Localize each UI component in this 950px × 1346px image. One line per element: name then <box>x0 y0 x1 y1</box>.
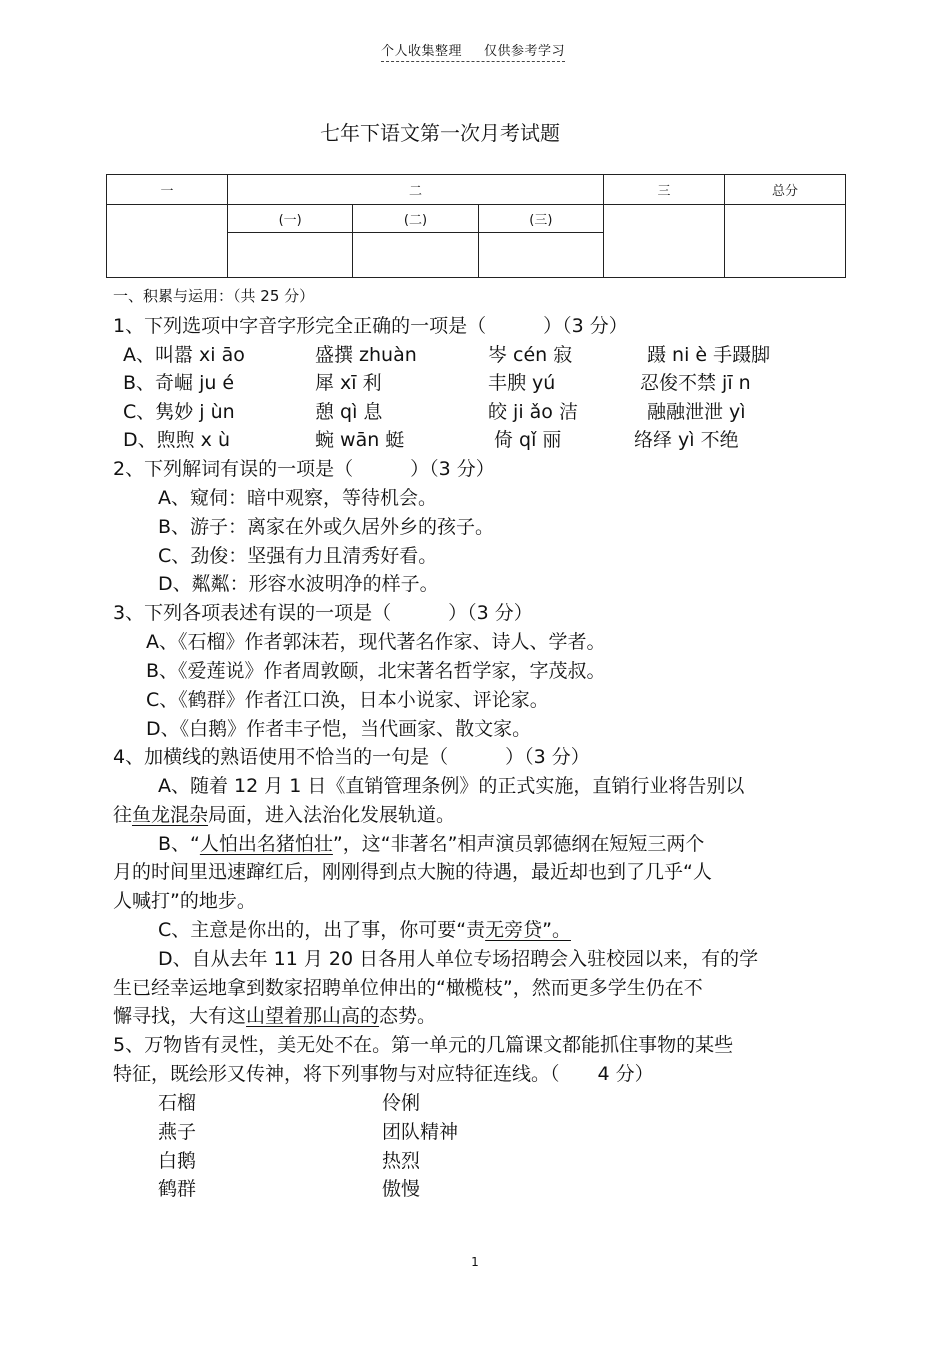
score-sub-cell-2 <box>353 233 478 278</box>
q2-option-c: C、劲俊：坚强有力且清秀好看。 <box>158 545 438 567</box>
q5-left-item: 燕子 <box>158 1121 197 1143</box>
q4-d-pre: 懈寻找，大有这 <box>113 1005 247 1027</box>
score-sub-2: (二) <box>353 205 478 233</box>
score-table <box>106 174 846 278</box>
q1-b-3: 丰腴 yú <box>488 372 556 394</box>
q5-stem-line2: 特征，既绘形又传神，将下列事物与对应特征连线。（ 4 分） <box>113 1063 654 1085</box>
section-heading: 一、积累与运用：（共 25 分） <box>113 287 315 305</box>
q3-option-d: D、《白鹅》作者丰子恺，当代画家、散文家。 <box>146 718 532 740</box>
q4-a-post: 局面，进入法治化发展轨道。 <box>208 804 456 826</box>
q5-stem-line1: 5、万物皆有灵性，美无处不在。第一单元的几篇课文都能抓住事物的某些 <box>113 1034 734 1056</box>
q3-option-a: A、《石榴》作者郭沫若，现代著名作家、诗人、学者。 <box>146 631 606 653</box>
q4-d-underlined: 山望着那山高的 <box>246 1005 380 1027</box>
score-sub-1: (一) <box>228 205 353 233</box>
score-header-3: 三 <box>604 175 725 205</box>
score-sub-cell-1 <box>228 233 353 278</box>
q2-option-d: D、粼粼：形容水波明净的样子。 <box>158 573 439 595</box>
q1-b-2: 犀 xī 利 <box>315 372 382 394</box>
q2-stem: 2、下列解词有误的一项是（ ）（3 分） <box>113 458 495 480</box>
q4-a-underlined: 鱼龙混杂 <box>132 804 209 826</box>
q1-c-1: C、隽妙 j ùn <box>123 401 235 423</box>
q5-left-item: 鹤群 <box>158 1178 197 1200</box>
q3-option-c: C、《鹤群》作者江口涣，日本小说家、评论家。 <box>146 689 549 711</box>
q1-c-2: 憩 qì 息 <box>315 401 383 423</box>
score-cell-total <box>725 205 846 278</box>
q5-right-item: 伶俐 <box>382 1092 421 1114</box>
q1-d-2: 蜿 wān 蜓 <box>315 429 405 451</box>
q2-option-a: A、窥伺：暗中观察，等待机会。 <box>158 487 437 509</box>
q4-b-pre: B、“ <box>158 833 200 855</box>
q1-a-2: 盛撰 zhuàn <box>315 344 417 366</box>
q1-stem: 1、下列选项中字音字形完全正确的一项是（ ）（3 分） <box>113 315 628 337</box>
page-header <box>381 40 565 62</box>
q3-option-b: B、《爱莲说》作者周敦颐，北宋著名哲学家，字茂叔。 <box>146 660 606 682</box>
q1-d-1: D、煦煦 x ù <box>123 429 230 451</box>
score-cell-1 <box>107 205 228 278</box>
header-left: 个人收集整理 <box>381 44 463 59</box>
q5-right-item: 团队精神 <box>382 1121 459 1143</box>
q5-left-item: 白鹅 <box>158 1150 197 1172</box>
score-header-1: 一 <box>107 175 228 205</box>
q1-c-3: 皎 ji ǎo 洁 <box>488 401 578 423</box>
score-header-total: 总分 <box>725 175 846 205</box>
q4-option-a-line1: A、随着 12 月 1 日《直销管理条例》的正式实施，直销行业将告别以 <box>158 775 745 797</box>
q4-option-b-line3: 人喊打”的地步。 <box>113 890 256 912</box>
q2-option-b: B、游子：离家在外或久居外乡的孩子。 <box>158 516 495 538</box>
score-cell-3 <box>604 205 725 278</box>
score-sub-3: (三) <box>478 205 603 233</box>
header-right: 仅供参考学习 <box>484 44 566 59</box>
q4-option-b-line1 <box>158 829 704 856</box>
score-header-2: 二 <box>228 175 604 205</box>
q1-d-3: 倚 qǐ 丽 <box>494 429 562 451</box>
q4-option-a-line2 <box>113 800 455 827</box>
q4-b-post: ”，这“非著名”相声演员郭德纲在短短三两个 <box>332 833 705 855</box>
q1-b-4: 忍俊不禁 jī n <box>640 372 751 394</box>
page-number: 1 <box>471 1255 479 1269</box>
score-sub-cell-3 <box>478 233 603 278</box>
q4-option-c <box>158 915 571 942</box>
q1-a-1: A、叫嚣 xi āo <box>123 344 245 366</box>
page-title: 七年下语文第一次月考试题 <box>320 121 560 145</box>
q5-right-item: 热烈 <box>382 1150 421 1172</box>
q1-d-4: 络绎 yì 不绝 <box>634 429 739 451</box>
q4-option-d-line3 <box>113 1001 436 1028</box>
q4-option-d-line1: D、自从去年 11 月 20 日各用人单位专场招聘会入驻校园以来，有的学 <box>158 948 759 970</box>
q4-a-pre: 往 <box>113 804 133 826</box>
q1-c-4: 融融泄泄 yì <box>647 401 746 423</box>
q4-option-d-line2: 生已经幸运地拿到数家招聘单位伸出的“橄榄枝”，然而更多学生仍在不 <box>113 977 703 999</box>
q4-b-underlined: 人怕出名猪怕壮 <box>199 833 333 855</box>
q4-stem: 4、加横线的熟语使用不恰当的一句是（ ）（3 分） <box>113 746 590 768</box>
q5-left-item: 石榴 <box>158 1092 197 1114</box>
q3-stem: 3、下列各项表述有误的一项是（ ）（3 分） <box>113 602 533 624</box>
q1-a-4: 蹑 ni è 手蹑脚 <box>647 344 771 366</box>
q4-d-post: 态势。 <box>379 1005 437 1027</box>
q4-c-pre: C、主意是你出的，出了事，你可要“责 <box>158 919 486 941</box>
q4-c-underlined: 无旁贷”。 <box>485 919 571 941</box>
q4-option-b-line2: 月的时间里迅速蹿红后，刚刚得到点大腕的待遇，最近却也到了几乎“人 <box>113 861 712 883</box>
q1-b-1: B、奇崛 ju é <box>123 372 235 394</box>
q5-right-item: 傲慢 <box>382 1178 421 1200</box>
q1-a-3: 岑 cén 寂 <box>488 344 573 366</box>
